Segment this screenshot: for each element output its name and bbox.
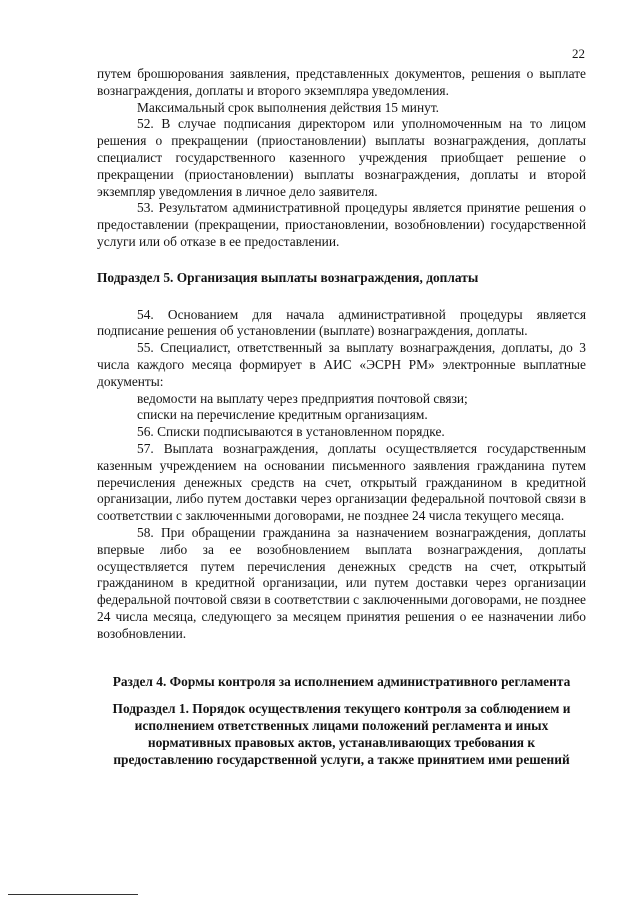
paragraph-54: 54. Основанием для начала административной процедуры является подписание решения об установлении (выплате) вознаграждения, доплаты. xyxy=(97,306,586,339)
paragraph-58: 58. При обращении гражданина за назначением вознаграждения, доплаты впервые либо за ее возобновлением выплата вознаграждения, доплаты осуществляется путем перечисления денежных средств на счет, открытый гражданином в кредитной организации, или путем доставки через организации федеральной почтовой связи в соответствии с заключенными договорами, не позднее 24 числа месяца, следующего за месяцем принятия решения о ее назначении либо возобновлении. xyxy=(97,524,586,641)
section-4-heading: Раздел 4. Формы контроля за исполнением административного регламента xyxy=(112,673,571,689)
subsection-1-heading: Подраздел 1. Порядок осуществления текущего контроля за соблюдением и исполнением ответственных лицами положений регламента и иных нормативных правовых актов, устанавливающих требования к предоставлению государственной услуги, а также принятием ими решений xyxy=(112,700,571,767)
subsection-5-heading: Подраздел 5. Организация выплаты вознаграждения, доплаты xyxy=(97,269,479,285)
max-time-paragraph: Максимальный срок выполнения действия 15 минут. xyxy=(137,99,440,115)
continuation-paragraph: путем брошюрования заявления, представленных документов, решения о выплате вознаграждения, доплаты и второго экземпляра уведомления. xyxy=(97,66,586,98)
paragraph-55: 55. Специалист, ответственный за выплату вознаграждения, доплаты, до 3 числа каждого месяца формирует в АИС «ЭСРН РМ» электронные выплатные документы: xyxy=(97,340,586,389)
page-number: 22 xyxy=(572,46,585,61)
list-item-spiski: списки на перечисление кредитным организациям. xyxy=(137,407,428,423)
document-body xyxy=(97,66,586,768)
paragraph-57: 57. Выплата вознаграждения, доплаты осуществляется государственным казенным учреждением на основании письменного заявления гражданина путем перечисления денежных средств на счет, открытый гражданином в кредитной организации, либо путем доставки через организации федеральной почтовой связи в соответствии с заключенными договорами, не позднее 24 числа текущего месяца. xyxy=(97,440,586,524)
paragraph-52: 52. В случае подписания директором или уполномоченным на то лицом решения о прекращении (приостановлении) выплаты вознаграждения, доплаты специалист государственного казенного учреждения приобщает решение о прекращении (приостановлении) выплаты вознаграждения, доплаты и второй экземпляр уведомления в личное дело заявителя. xyxy=(97,116,586,199)
list-item-vedomosti: ведомости на выплату через предприятия почтовой связи; xyxy=(137,390,468,406)
footer-divider xyxy=(8,894,138,895)
paragraph-56: 56. Списки подписываются в установленном порядке. xyxy=(137,424,445,440)
paragraph-53: 53. Результатом административной процедуры является принятие решения о предоставлении (прекращении, приостановлении, возобновлении) государственной услуги или об отказе в ее предоставлении. xyxy=(97,200,586,249)
